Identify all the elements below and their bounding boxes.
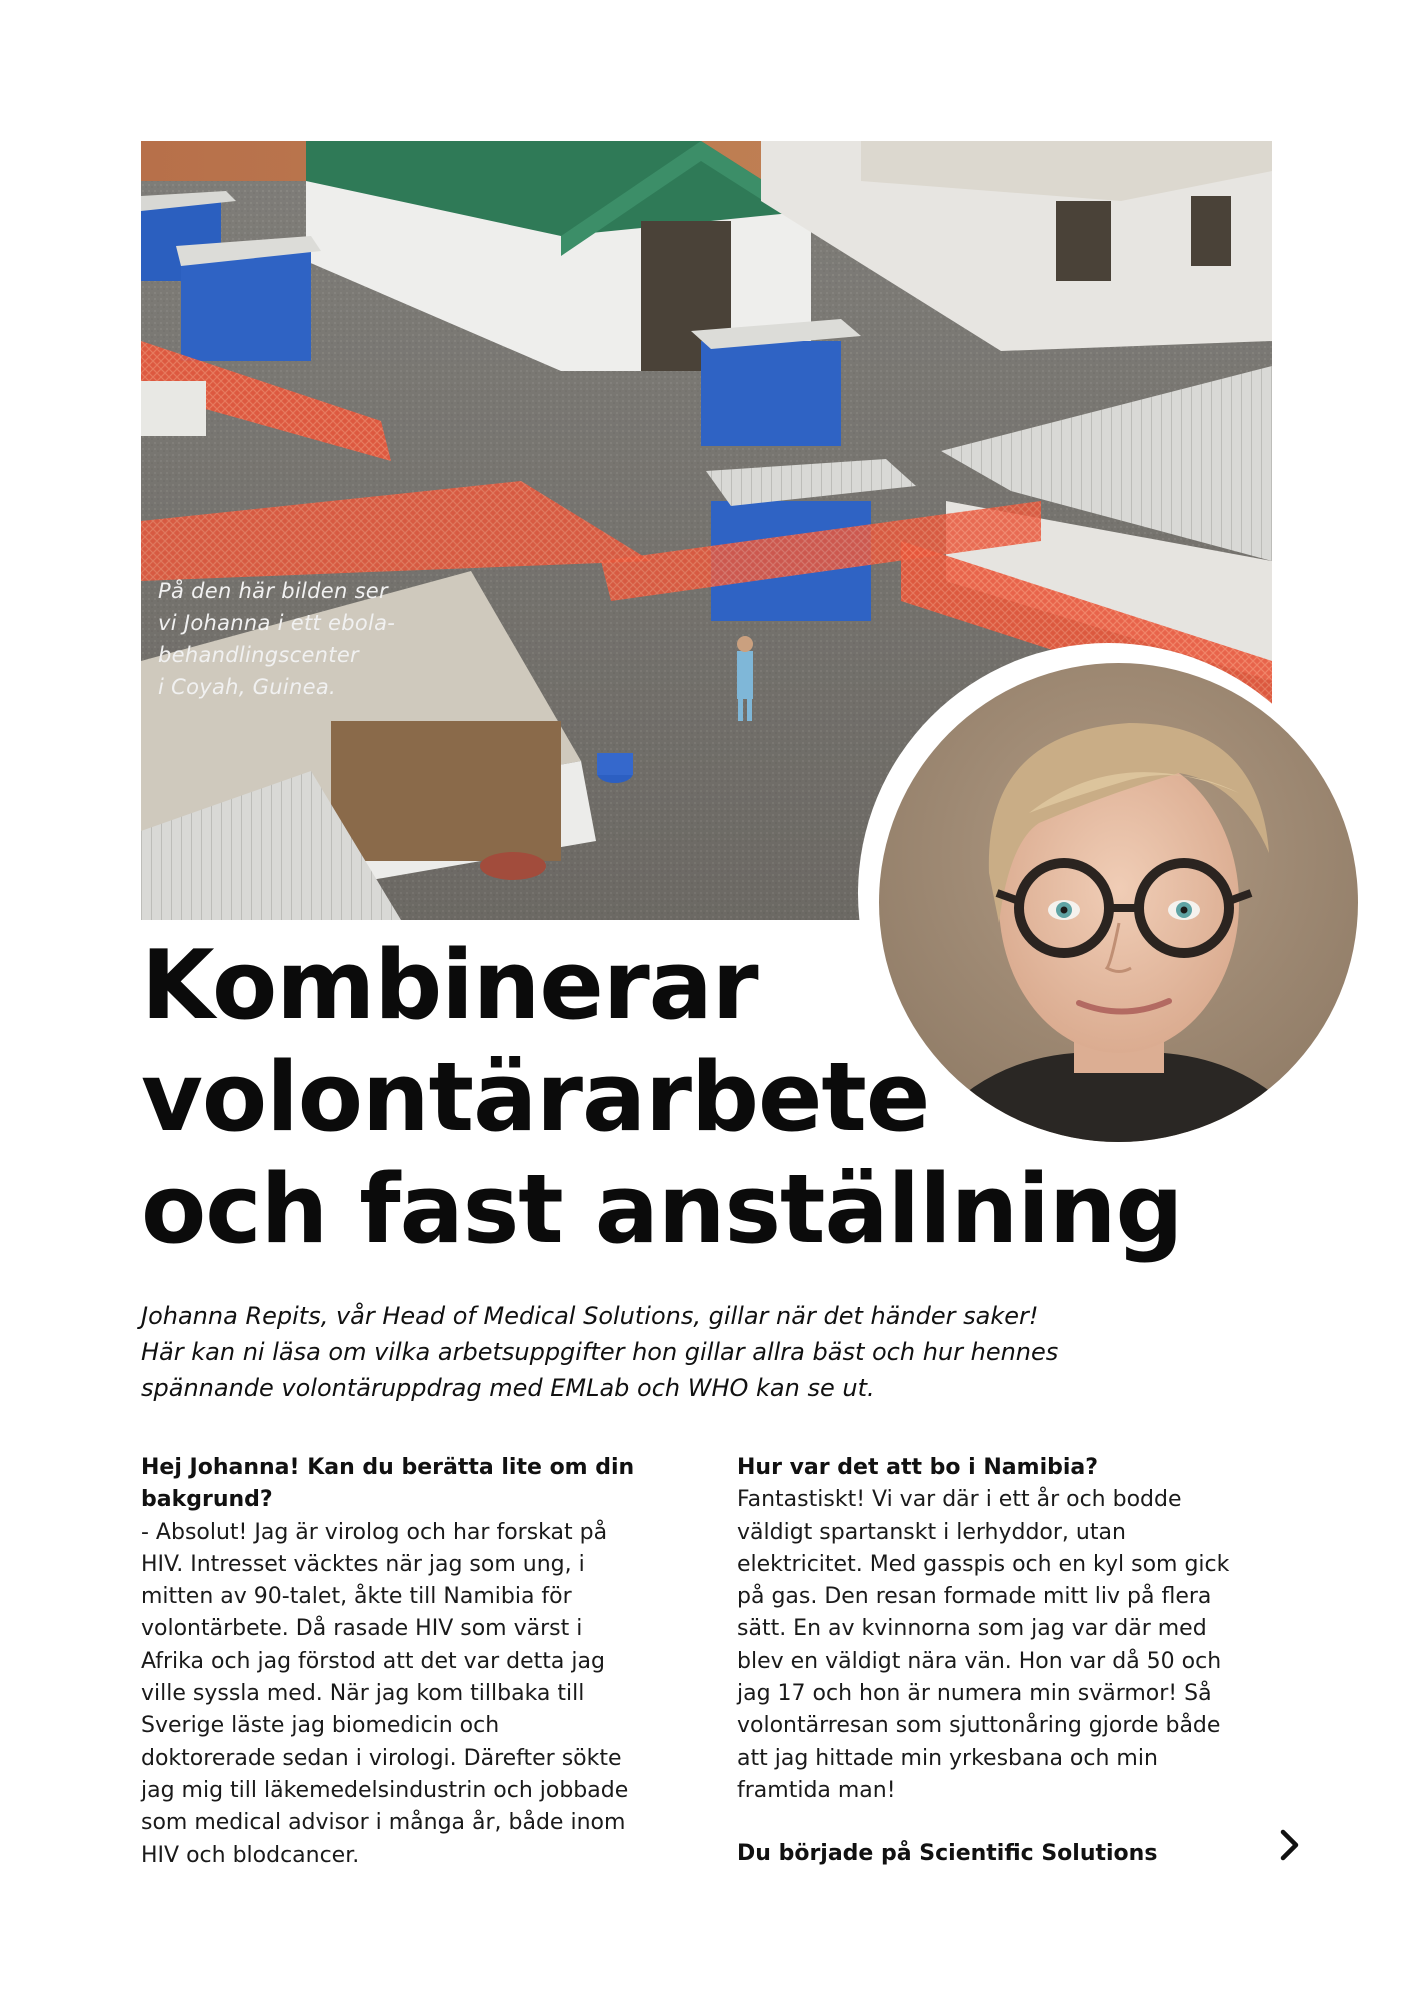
right-column [737, 1452, 1297, 1871]
headline-line: och fast anställning [141, 1155, 1183, 1265]
interview-question: Hej Johanna! Kan du berätta lite om din [141, 1455, 635, 1480]
answer-line: volontärresan som sjuttonåring gjorde både [737, 1713, 1221, 1739]
answer-line: ville syssla med. När jag kom tillbaka till [141, 1681, 585, 1707]
answer-line: att jag hittade min yrkesbana och min [737, 1745, 1158, 1771]
headline-line: volontärarbete [141, 1043, 930, 1153]
chevron-right-icon[interactable] [1276, 1828, 1304, 1862]
ingress-line: Johanna Repits, vår Head of Medical Solutions, gillar när det händer saker! [141, 1302, 1039, 1330]
caption-line: behandlingscenter [158, 643, 359, 667]
headline-line: Kombinerar [141, 931, 758, 1041]
answer-line: Afrika och jag förstod att det var detta jag [141, 1648, 605, 1674]
answer-line: Fantastiskt! Vi var där i ett år och bodde [737, 1487, 1182, 1513]
answer-line: HIV. Intresset väcktes när jag som ung, i [141, 1551, 585, 1577]
answer-line: jag 17 och hon är numera min svärmor! Så [737, 1681, 1212, 1707]
answer-line: väldigt spartanskt i lerhyddor, utan [737, 1519, 1126, 1545]
answer-line: sätt. En av kvinnorna som jag var där med [737, 1616, 1207, 1642]
page-title [141, 930, 1183, 1266]
answer-line: - Absolut! Jag är virolog och har forskat på [141, 1519, 608, 1545]
answer-line: elektricitet. Med gasspis och en kyl som gick [737, 1551, 1230, 1577]
answer-line: blev en väldigt nära vän. Hon var då 50 och [737, 1648, 1222, 1674]
photo-caption [158, 575, 478, 703]
paragraph-gap [737, 1807, 1297, 1838]
answer-line: jag mig till läkemedelsindustrin och jobbade [141, 1777, 629, 1803]
interview-question: Hur var det att bo i Namibia? [737, 1455, 1099, 1480]
left-column [141, 1452, 701, 1872]
caption-line: i Coyah, Guinea. [158, 675, 336, 699]
answer-line: volontärbete. Då rasade HIV som värst i [141, 1616, 583, 1642]
ingress-line: spännande volontäruppdrag med EMLab och WHO kan se ut. [141, 1374, 875, 1402]
article-ingress [141, 1298, 1291, 1406]
answer-line: mitten av 90-talet, åkte till Namibia för [141, 1584, 572, 1610]
interview-question: bakgrund? [141, 1487, 273, 1513]
interview-question: Du började på Scientific Solutions [737, 1841, 1158, 1867]
caption-line: vi Johanna i ett ebola- [158, 611, 396, 635]
answer-line: Sverige läste jag biomedicin och [141, 1713, 500, 1739]
answer-line: som medical advisor i många år, både inom [141, 1810, 626, 1836]
answer-line: framtida man! [737, 1777, 896, 1803]
answer-line: HIV och blodcancer. [141, 1842, 360, 1868]
caption-line: På den här bilden ser [158, 579, 388, 603]
chevron-right-icon-svg [1276, 1828, 1304, 1862]
answer-line: doktorerade sedan i virologi. Därefter sökte [141, 1745, 622, 1771]
answer-line: på gas. Den resan formade mitt liv på flera [737, 1584, 1212, 1610]
ingress-line: Här kan ni läsa om vilka arbetsuppgifter hon gillar allra bäst och hur hennes [141, 1338, 1059, 1366]
